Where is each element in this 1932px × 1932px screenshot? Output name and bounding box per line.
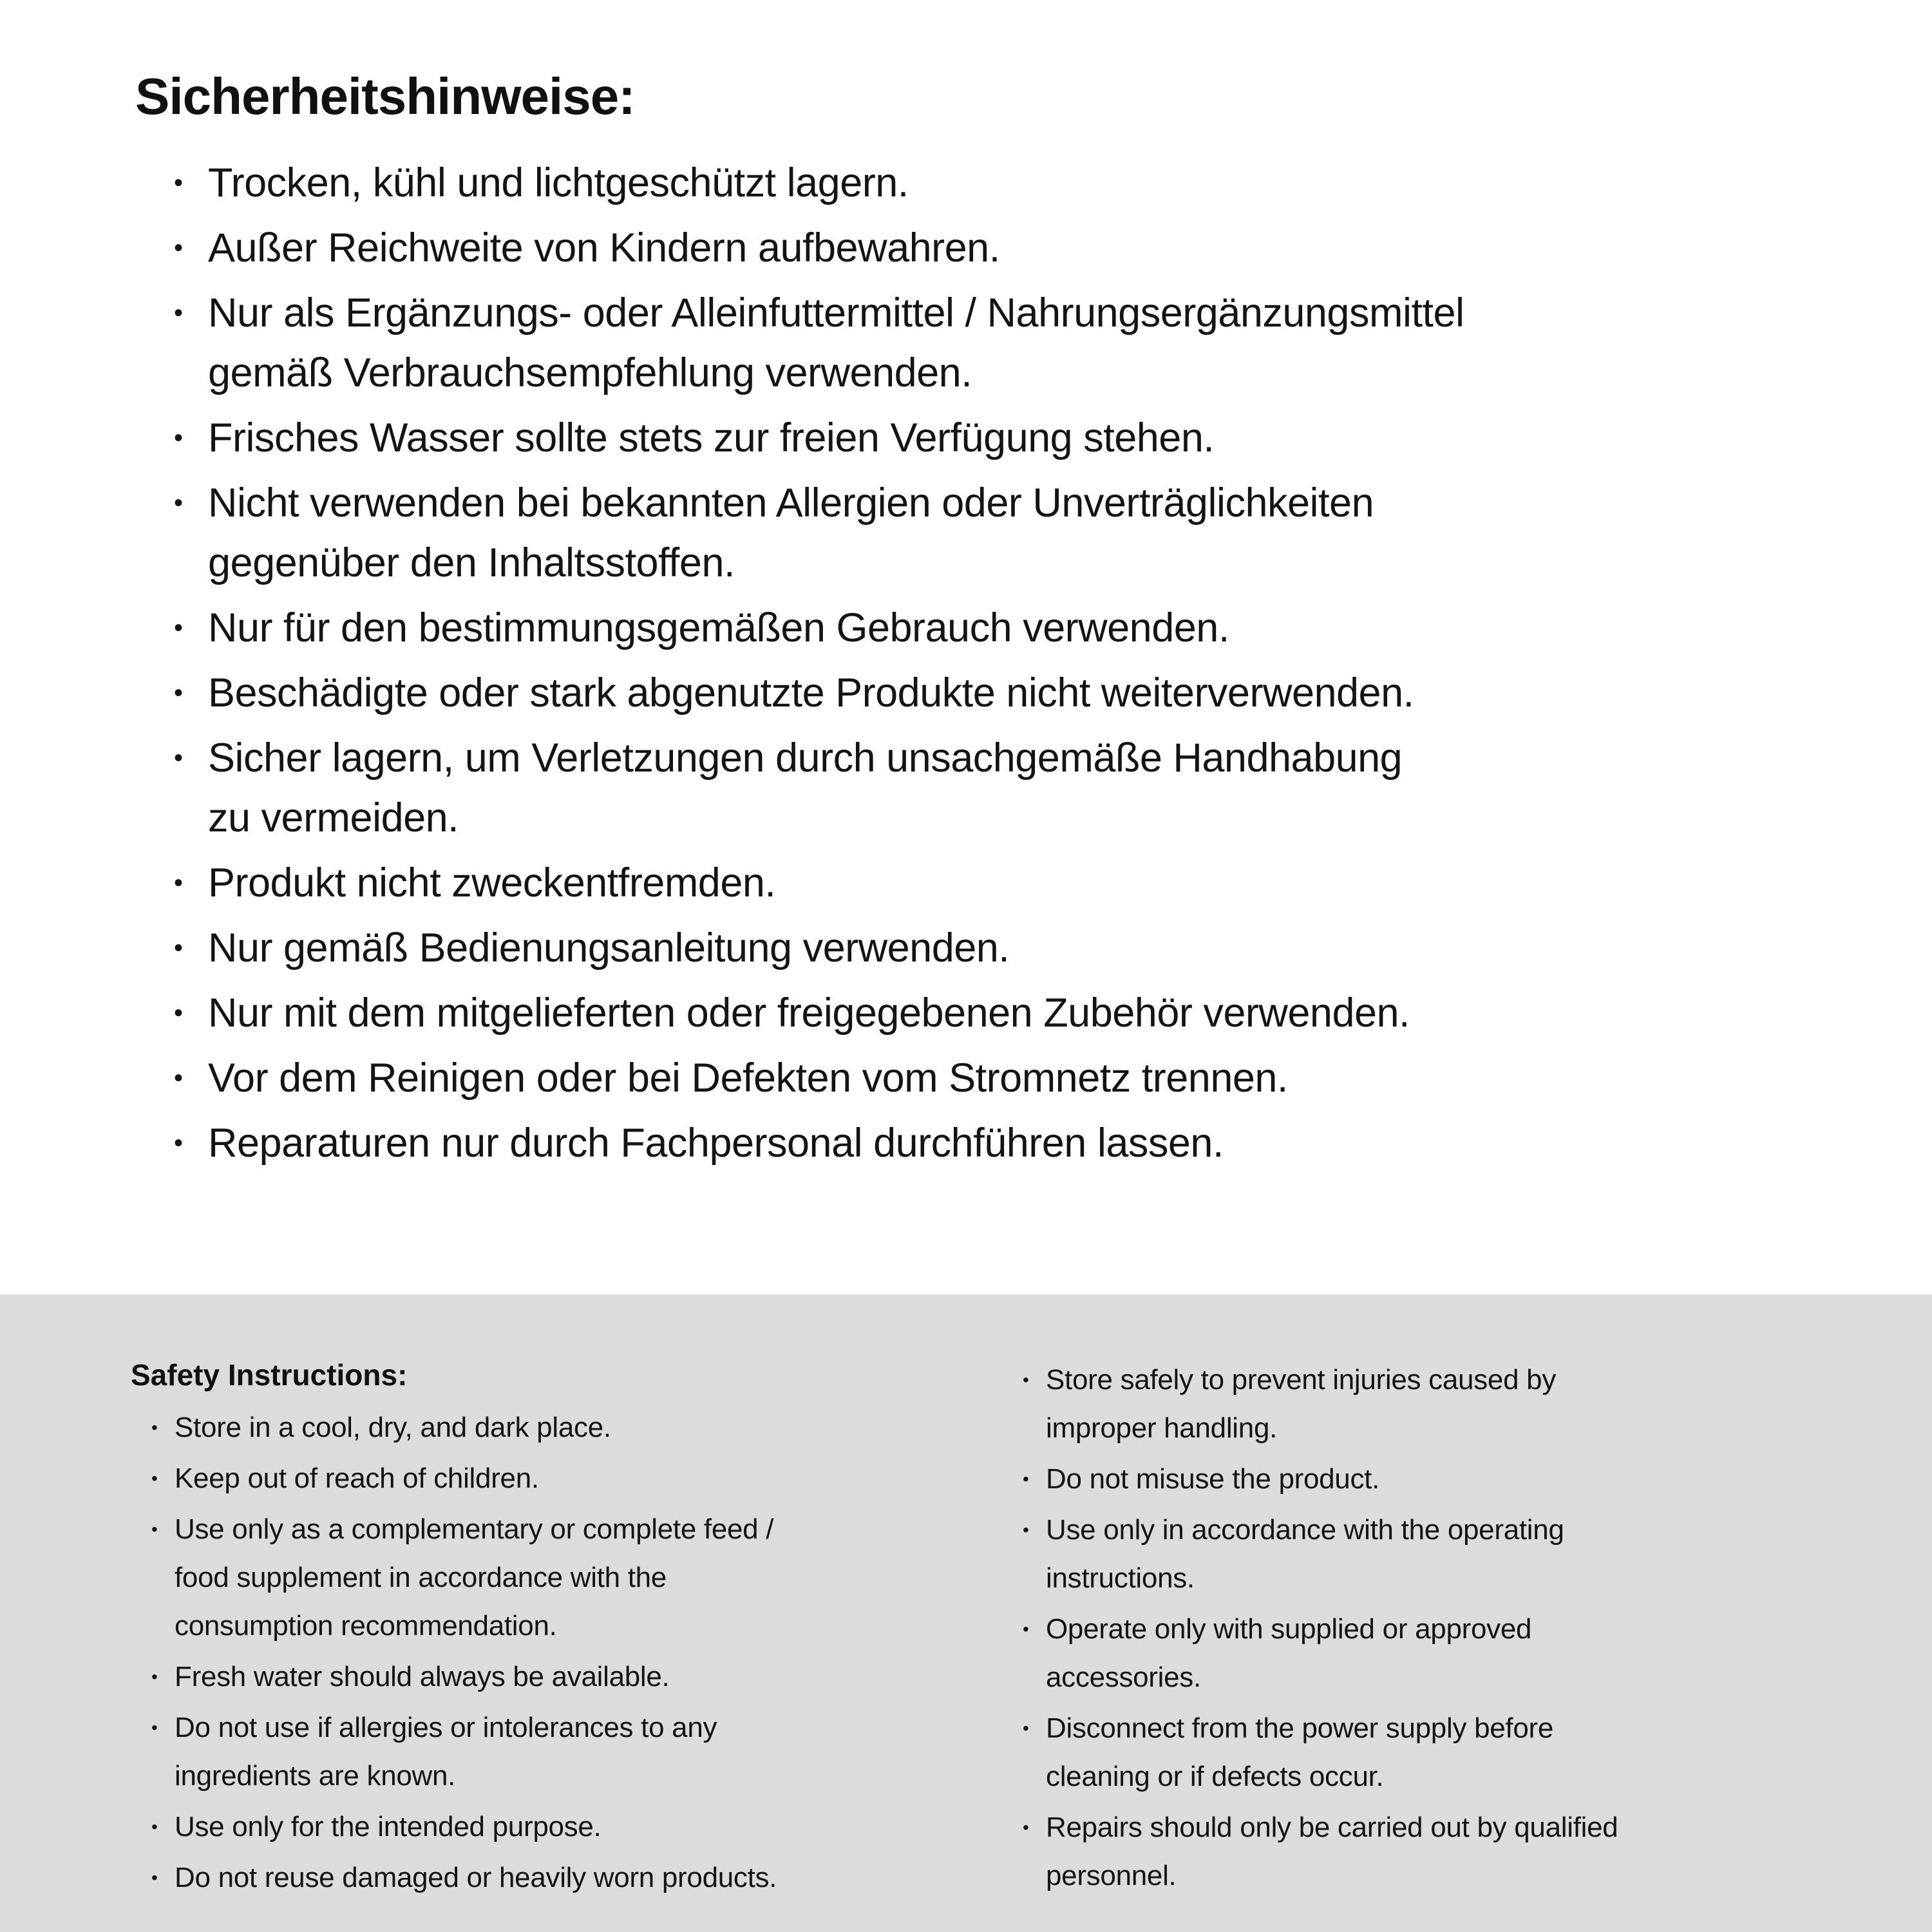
bullet-icon: • xyxy=(174,424,183,452)
bullet-icon: • xyxy=(151,1868,158,1888)
bullet-icon: • xyxy=(174,1064,183,1092)
bullet-icon: • xyxy=(174,999,183,1027)
list-item xyxy=(174,473,1893,593)
bullet-icon: • xyxy=(151,1667,158,1687)
bullet-icon: • xyxy=(151,1519,158,1539)
bullet-text: accessories. xyxy=(1046,1662,1201,1693)
bullet-text: Nicht verwenden bei bekannten Allergien oder Unverträglichkeiten xyxy=(208,480,1374,526)
bullet-icon: • xyxy=(174,679,183,707)
bullet-icon: • xyxy=(151,1718,158,1738)
bullet-icon: • xyxy=(1023,1469,1029,1489)
german-section-title: Sicherheitshinweise: xyxy=(135,68,635,125)
bullet-text: Außer Reichweite von Kindern aufbewahren. xyxy=(208,225,1000,270)
bullet-text: Reparaturen nur durch Fachpersonal durchführen lassen. xyxy=(208,1121,1224,1166)
list-item xyxy=(174,1113,1893,1173)
bullet-icon: • xyxy=(1023,1619,1029,1639)
bullet-text: gegenüber den Inhaltsstoffen. xyxy=(208,540,735,585)
list-item xyxy=(151,1703,1023,1800)
bullet-text: Vor dem Reinigen oder bei Defekten vom Stromnetz trennen. xyxy=(208,1056,1288,1101)
list-item xyxy=(151,1853,1023,1902)
bullet-text: Fresh water should always be available. xyxy=(175,1661,670,1692)
list-item xyxy=(151,1505,1023,1650)
list-item xyxy=(1023,1605,1906,1701)
bullet-icon: • xyxy=(1023,1817,1029,1837)
bullet-text: consumption recommendation. xyxy=(175,1610,557,1642)
list-item xyxy=(174,1048,1893,1108)
bullet-text: Repairs should only be carried out by qualified xyxy=(1046,1812,1618,1843)
bullet-icon: • xyxy=(174,934,183,962)
bullet-text: Nur gemäß Bedienungsanleitung verwenden. xyxy=(208,925,1010,971)
bullet-text: cleaning or if defects occur. xyxy=(1046,1761,1384,1792)
list-item xyxy=(174,408,1893,468)
english-section-title: Safety Instructions: xyxy=(131,1358,408,1392)
list-item xyxy=(174,853,1893,913)
list-item xyxy=(174,983,1893,1043)
list-item xyxy=(1023,1506,1906,1602)
bullet-text: Keep out of reach of children. xyxy=(175,1463,539,1494)
english-left-column xyxy=(131,1356,1023,1932)
bullet-text: Store safely to prevent injuries caused by xyxy=(1046,1364,1557,1396)
bullet-text: Do not misuse the product. xyxy=(1046,1463,1380,1495)
list-item xyxy=(1023,1455,1906,1503)
list-item xyxy=(174,918,1893,978)
bullet-text: Use only for the intended purpose. xyxy=(175,1811,601,1842)
bullet-icon: • xyxy=(1023,1520,1029,1540)
bullet-text: Do not use if allergies or intolerances to any xyxy=(175,1712,717,1743)
list-item xyxy=(174,728,1893,848)
bullet-icon: • xyxy=(1023,1718,1029,1738)
bullet-text: Nur als Ergänzungs- oder Alleinfuttermittel / Nahrungsergänzungsmittel xyxy=(208,290,1464,336)
bullet-text: Nur mit dem mitgelieferten oder freigegebenen Zubehör verwenden. xyxy=(208,990,1410,1036)
bullet-icon: • xyxy=(174,169,183,197)
bullet-icon: • xyxy=(174,1129,183,1157)
list-item xyxy=(151,1454,1023,1502)
bullet-icon: • xyxy=(174,744,183,772)
bullet-icon: • xyxy=(174,234,183,262)
english-right-column xyxy=(1023,1356,1906,1932)
list-item xyxy=(174,218,1893,278)
bullet-text: zu vermeiden. xyxy=(208,795,459,840)
english-safety-section xyxy=(0,1294,1932,1932)
english-left-list xyxy=(151,1403,1023,1902)
list-item xyxy=(174,283,1893,403)
list-item xyxy=(1023,1704,1906,1801)
list-item xyxy=(174,663,1893,723)
bullet-icon: • xyxy=(151,1817,158,1837)
bullet-text: Frisches Wasser sollte stets zur freien Verfügung stehen. xyxy=(208,415,1215,460)
bullet-icon: • xyxy=(174,489,183,517)
bullet-text: food supplement in accordance with the xyxy=(175,1562,667,1593)
bullet-text: Operate only with supplied or approved xyxy=(1046,1613,1532,1645)
bullet-text: personnel. xyxy=(1046,1860,1177,1891)
list-item xyxy=(1023,1356,1906,1452)
bullet-icon: • xyxy=(174,299,183,327)
bullet-icon: • xyxy=(174,869,183,897)
list-item xyxy=(174,598,1893,658)
bullet-text: instructions. xyxy=(1046,1562,1195,1594)
bullet-text: gemäß Verbrauchsempfehlung verwenden. xyxy=(208,350,972,395)
bullet-text: ingredients are known. xyxy=(175,1760,456,1792)
bullet-icon: • xyxy=(151,1468,158,1488)
bullet-icon: • xyxy=(174,614,183,642)
bullet-text: Produkt nicht zweckentfremden. xyxy=(208,860,776,905)
bullet-icon: • xyxy=(1023,1370,1029,1390)
bullet-text: Do not reuse damaged or heavily worn products. xyxy=(175,1862,777,1893)
bullet-text: Use only in accordance with the operating xyxy=(1046,1514,1564,1546)
bullet-text: Sicher lagern, um Verletzungen durch unsachgemäße Handhabung xyxy=(208,735,1403,781)
bullet-text: Store in a cool, dry, and dark place. xyxy=(175,1412,611,1443)
german-safety-list xyxy=(174,153,1893,1173)
english-right-list xyxy=(1023,1356,1906,1900)
list-item xyxy=(151,1403,1023,1452)
bullet-text: Use only as a complementary or complete feed / xyxy=(175,1513,774,1545)
bullet-text: Disconnect from the power supply before xyxy=(1046,1712,1554,1744)
bullet-text: Nur für den bestimmungsgemäßen Gebrauch verwenden. xyxy=(208,605,1229,650)
bullet-text: Beschädigte oder stark abgenutzte Produkte nicht weiterverwenden. xyxy=(208,670,1414,715)
list-item xyxy=(1023,1803,1906,1900)
bullet-text: improper handling. xyxy=(1046,1412,1278,1444)
list-item xyxy=(151,1803,1023,1851)
bullet-text: Trocken, kühl und lichtgeschützt lagern. xyxy=(208,160,909,205)
list-item xyxy=(174,153,1893,213)
list-item xyxy=(151,1653,1023,1701)
bullet-icon: • xyxy=(151,1417,158,1437)
